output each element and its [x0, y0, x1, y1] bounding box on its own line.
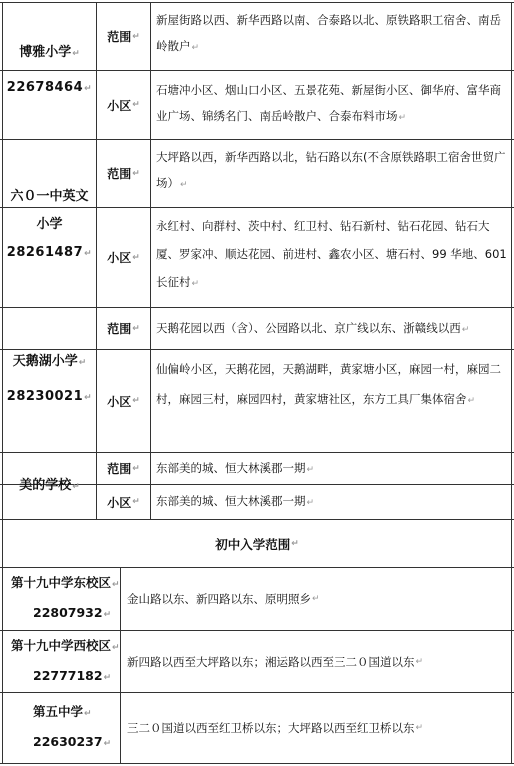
- community-content-cell: [151, 71, 511, 139]
- scope-label-cell: [97, 140, 150, 207]
- scope-content-cell: [151, 140, 511, 207]
- paragraph-mark: ↵: [132, 497, 140, 507]
- paragraph-mark: ↵: [291, 538, 299, 549]
- junior-scope-text: 三二０国道以西至红卫桥以东；大坪路以西至红卫桥以东: [127, 721, 415, 735]
- community-label: 小区: [107, 495, 132, 510]
- junior-school-phone: 22630237: [33, 734, 103, 749]
- scope-label: 范围: [107, 322, 132, 336]
- junior-scope-cell: [121, 631, 511, 692]
- paragraph-mark: ↵: [103, 610, 112, 620]
- community-label-cell: [97, 208, 150, 307]
- paragraph-mark: ↵: [467, 396, 476, 406]
- paragraph-mark: ↵: [132, 100, 140, 110]
- community-text: 永红村、向群村、茨中村、红卫村、钻石新村、钻石花园、钻石大厦、罗家冲、顺达花园、前进村、鑫农小区、塘石村、99 华地、601 长征村: [156, 219, 507, 289]
- community-content-cell: [151, 208, 511, 307]
- junior-school-cell: [3, 693, 120, 763]
- paragraph-mark: ↵: [312, 594, 320, 604]
- school-name: 美的学校: [19, 477, 72, 493]
- paragraph-mark: ↵: [103, 672, 112, 683]
- school-phone: 22678464: [6, 80, 84, 95]
- scope-text: 大坪路以西，新华西路以北，钻石路以东(不含原铁路职工宿舍世贸广场）: [156, 150, 506, 190]
- scope-label: 范围: [107, 167, 132, 181]
- community-label: 小区: [107, 98, 132, 113]
- paragraph-mark: ↵: [112, 580, 120, 590]
- junior-scope-text: 金山路以东、新四路以东、原明照乡: [127, 592, 311, 606]
- paragraph-mark: ↵: [306, 498, 315, 508]
- school-name-cell: [3, 453, 96, 519]
- community-label-cell: [97, 485, 150, 519]
- rule: [0, 763, 514, 764]
- paragraph-mark: ↵: [78, 358, 87, 368]
- junior-school-phone: 22777182: [33, 667, 103, 683]
- school-name-cell: [3, 140, 96, 307]
- scope-content-cell: [151, 453, 511, 484]
- scope-text: 新屋街路以西、新华西路以南、合泰路以北、原铁路职工宿舍、南岳岭散户: [156, 13, 501, 53]
- community-label: 小区: [107, 394, 132, 409]
- junior-school-name: 第五中学: [33, 704, 84, 719]
- section-title: 初中入学范围: [215, 536, 291, 552]
- paragraph-mark: ↵: [306, 465, 315, 475]
- paragraph-mark: ↵: [132, 323, 140, 334]
- paragraph-mark: ↵: [132, 31, 140, 42]
- junior-school-phone: 22807932: [33, 605, 103, 620]
- scope-content-cell: [151, 3, 511, 70]
- scope-label: 范围: [107, 462, 132, 476]
- paragraph-mark: ↵: [84, 393, 93, 403]
- junior-school-name: 第十九中学西校区: [11, 637, 112, 653]
- section-title-cell: [3, 520, 511, 567]
- junior-school-cell: [3, 631, 120, 692]
- community-content-cell: [151, 485, 511, 519]
- scope-text: 天鹅花园以西（含）、公园路以北、京广线以东、浙赣线以西: [156, 321, 461, 335]
- paragraph-mark: ↵: [84, 709, 92, 719]
- community-label-cell: [97, 71, 150, 139]
- junior-scope-cell: [121, 568, 511, 630]
- community-text: 仙偏岭小区，天鹅花园，天鹅湖畔，黄家塘小区，麻园一村，麻园二村，麻园三村，麻园四村，黄家塘社区，东方工具厂集体宿舍: [156, 362, 501, 406]
- community-content-cell: [151, 350, 511, 452]
- paragraph-mark: ↵: [72, 49, 80, 59]
- junior-school-name: 第十九中学东校区: [11, 575, 112, 590]
- paragraph-mark: ↵: [398, 113, 407, 123]
- community-label-cell: [97, 350, 150, 452]
- scope-content-cell: [151, 308, 511, 349]
- paragraph-mark: ↵: [132, 396, 140, 406]
- school-name: 博雅小学: [19, 45, 72, 60]
- paragraph-mark: ↵: [112, 642, 120, 653]
- community-text: 石塘冲小区、烟山口小区、五景花苑、新屋街小区、御华府、富华商业广场、锦绣名门、南岳岭散户、合泰布料市场: [156, 83, 501, 123]
- school-phone: 28230021: [6, 389, 84, 404]
- school-name-cell: [3, 308, 96, 452]
- junior-school-cell: [3, 568, 120, 630]
- paragraph-mark: ↵: [415, 723, 424, 733]
- paragraph-mark: ↵: [84, 84, 93, 94]
- paragraph-mark: ↵: [191, 279, 200, 289]
- scope-text: 东部美的城、恒大林溪郡一期: [156, 461, 306, 475]
- school-name: 六０一中英文小学: [10, 189, 89, 232]
- rule: [511, 2, 512, 764]
- junior-scope-text: 新四路以西至大坪路以东；湘运路以西至三二０国道以东: [127, 654, 415, 669]
- school-phone: 28261487: [6, 245, 84, 260]
- paragraph-mark: ↵: [72, 481, 80, 492]
- scope-label-cell: [97, 308, 150, 349]
- scope-label-cell: [97, 3, 150, 70]
- school-name: 天鹅湖小学: [12, 354, 78, 369]
- scope-label: 范围: [107, 30, 132, 44]
- paragraph-mark: ↵: [132, 252, 140, 263]
- paragraph-mark: ↵: [103, 739, 112, 749]
- community-label: 小区: [107, 251, 132, 265]
- school-name-cell: [3, 3, 96, 139]
- scope-label-cell: [97, 453, 150, 484]
- paragraph-mark: ↵: [180, 180, 188, 190]
- community-text: 东部美的城、恒大林溪郡一期: [156, 494, 306, 508]
- paragraph-mark: ↵: [191, 43, 200, 53]
- junior-scope-cell: [121, 693, 511, 763]
- paragraph-mark: ↵: [461, 325, 470, 335]
- paragraph-mark: ↵: [132, 168, 140, 179]
- paragraph-mark: ↵: [84, 249, 93, 259]
- paragraph-mark: ↵: [132, 463, 140, 474]
- paragraph-mark: ↵: [415, 656, 424, 667]
